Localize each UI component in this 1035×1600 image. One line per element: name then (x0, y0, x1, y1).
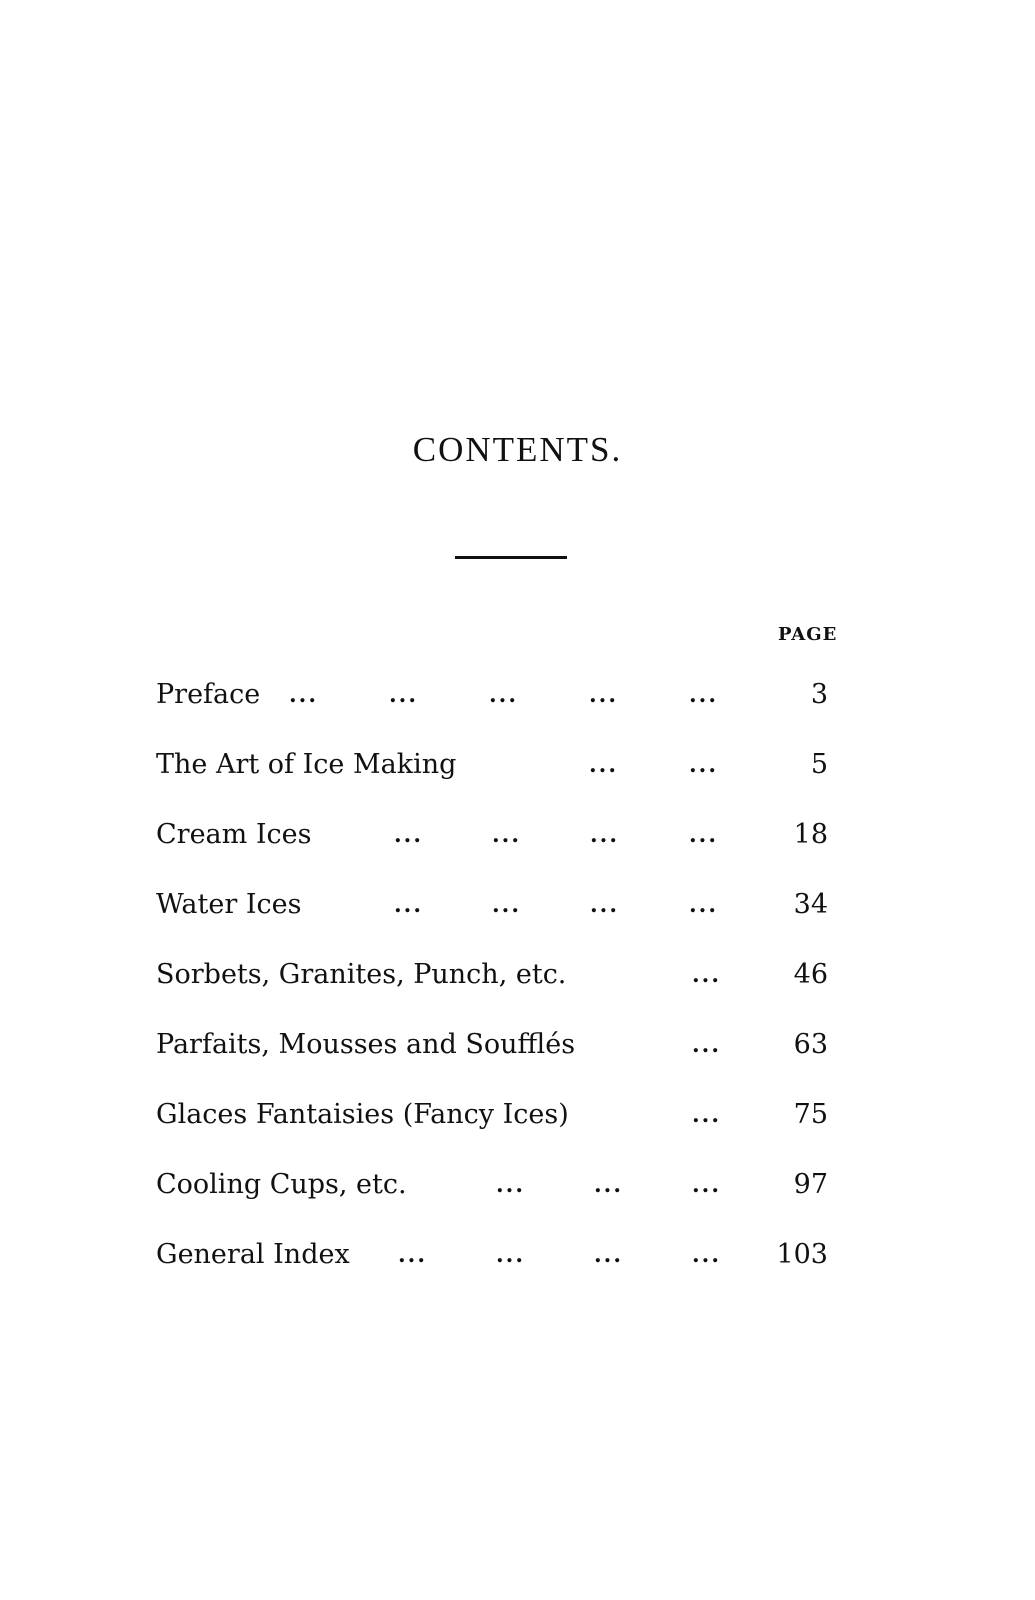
leader-dots: ... (689, 752, 718, 778)
toc-entry-glaces-fantaisies[interactable] (156, 1090, 856, 1140)
leader-dots: ... (496, 1242, 525, 1268)
leader-dots: ... (398, 1242, 427, 1268)
toc-entry-page: 5 (810, 749, 828, 780)
leader-dots: ... (394, 892, 423, 918)
toc-entry-label: Water Ices (156, 889, 302, 920)
leader-dots: ... (692, 962, 721, 988)
leader-dots: ... (389, 682, 418, 708)
leader-dots: ... (594, 1172, 623, 1198)
toc-entry-page: 75 (793, 1099, 828, 1130)
toc-entry-label: General Index (156, 1239, 350, 1270)
toc-entry-page: 103 (776, 1239, 828, 1270)
toc-entry-art-of-ice-making[interactable] (156, 740, 856, 790)
leader-dots: ... (590, 822, 619, 848)
toc-entry-label: Parfaits, Mousses and Soufflés (156, 1029, 576, 1060)
toc-entry-page: 97 (793, 1169, 828, 1200)
leader-dots: ... (394, 822, 423, 848)
toc-entry-page: 63 (793, 1029, 828, 1060)
leader-dots: ... (489, 682, 518, 708)
leader-dots: ... (692, 1032, 721, 1058)
title-rule (455, 556, 567, 559)
toc-entry-label: Cream Ices (156, 819, 312, 850)
toc-entry-page: 46 (793, 959, 828, 990)
toc-entry-label: Cooling Cups, etc. (156, 1169, 407, 1200)
toc-entry-label: Glaces Fantaisies (Fancy Ices) (156, 1099, 569, 1130)
toc-entry-label: Sorbets, Granites, Punch, etc. (156, 959, 567, 990)
toc-entry-label: Preface (156, 679, 261, 710)
toc-entry-page: 18 (793, 819, 828, 850)
toc-entry-label: The Art of Ice Making (156, 749, 457, 780)
leader-dots: ... (692, 1102, 721, 1128)
page-title: CONTENTS. (412, 430, 623, 469)
toc-entry-general-index[interactable] (156, 1230, 856, 1280)
leader-dots: ... (689, 822, 718, 848)
leader-dots: ... (589, 752, 618, 778)
toc-entry-cooling-cups[interactable] (156, 1160, 856, 1210)
leader-dots: ... (689, 682, 718, 708)
leader-dots: ... (492, 822, 521, 848)
leader-dots: ... (594, 1242, 623, 1268)
toc-entry-cream-ices[interactable] (156, 810, 856, 860)
toc-entry-sorbets[interactable] (156, 950, 856, 1000)
leader-dots: ... (689, 892, 718, 918)
leader-dots: ... (492, 892, 521, 918)
leader-dots: ... (289, 682, 318, 708)
toc-entry-water-ices[interactable] (156, 880, 856, 930)
toc-entry-parfaits[interactable] (156, 1020, 856, 1070)
page-column-heading: PAGE (778, 624, 838, 645)
toc-entry-page: 34 (793, 889, 828, 920)
leader-dots: ... (496, 1172, 525, 1198)
leader-dots: ... (692, 1172, 721, 1198)
leader-dots: ... (590, 892, 619, 918)
toc-entry-preface[interactable] (156, 670, 856, 720)
toc-entry-page: 3 (810, 679, 828, 710)
leader-dots: ... (692, 1242, 721, 1268)
leader-dots: ... (589, 682, 618, 708)
